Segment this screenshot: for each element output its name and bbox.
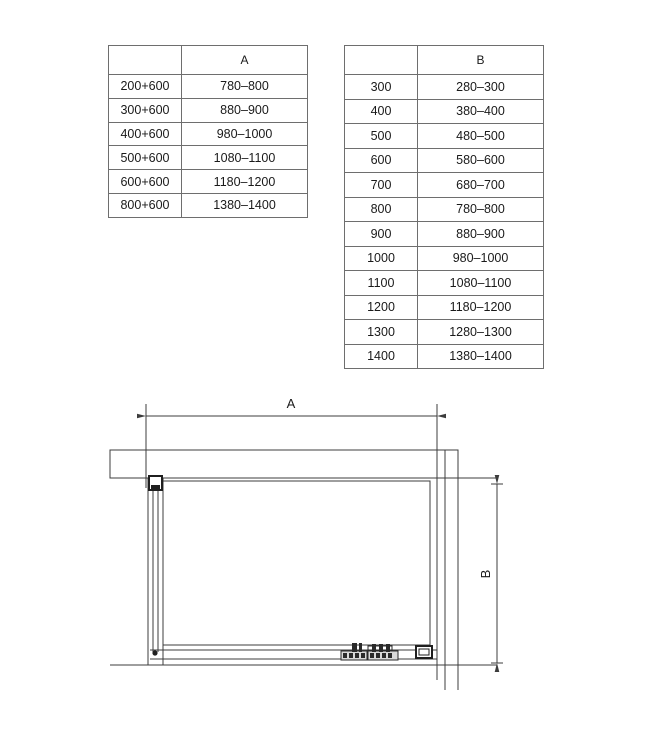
roller-hardware	[341, 643, 398, 660]
table-row	[345, 344, 544, 369]
shower-enclosure-plan-drawing	[0, 380, 650, 710]
table-b-header-row	[345, 46, 544, 75]
table-a-cell-key: 500+600	[109, 146, 182, 170]
dimension-a-label: A	[286, 396, 296, 411]
table-row	[345, 75, 544, 100]
table-row	[109, 170, 308, 194]
table-b-cell-key: 500	[345, 124, 418, 149]
table-b-header-value: B	[418, 46, 544, 75]
bottom-pivot	[152, 650, 157, 655]
table-b-cell-value: 980–1000	[418, 246, 544, 271]
dimension-b-label: B	[478, 569, 493, 579]
table-a-cell-key: 600+600	[109, 170, 182, 194]
table-row	[345, 295, 544, 320]
table-row	[109, 122, 308, 146]
table-b-cell-value: 280–300	[418, 75, 544, 100]
table-a-cell-key: 300+600	[109, 98, 182, 122]
table-b-cell-key: 1300	[345, 320, 418, 345]
size-table-a	[108, 45, 308, 218]
table-row	[345, 197, 544, 222]
table-row	[345, 271, 544, 296]
table-row	[345, 222, 544, 247]
table-row	[109, 98, 308, 122]
table-a-cell-key: 400+600	[109, 122, 182, 146]
table-row	[345, 173, 544, 198]
table-b-cell-value: 780–800	[418, 197, 544, 222]
table-row	[345, 320, 544, 345]
table-b-cell-key: 1000	[345, 246, 418, 271]
table-row	[345, 124, 544, 149]
table-b-cell-value: 1080–1100	[418, 271, 544, 296]
table-b-cell-value: 1280–1300	[418, 320, 544, 345]
table-row	[109, 193, 308, 217]
table-b-cell-value: 380–400	[418, 99, 544, 124]
table-row	[345, 148, 544, 173]
table-b-cell-key: 700	[345, 173, 418, 198]
table-a-cell-key: 800+600	[109, 193, 182, 217]
table-a-header-value: A	[182, 46, 308, 75]
table-a-cell-value: 880–900	[182, 98, 308, 122]
table-a-cell-value: 1080–1100	[182, 146, 308, 170]
table-a-header-row	[109, 46, 308, 75]
table-b-cell-key: 1400	[345, 344, 418, 369]
top-hinge-block	[149, 476, 162, 490]
table-a-header-key	[109, 46, 182, 75]
wall-band	[110, 450, 458, 478]
table-row	[345, 246, 544, 271]
table-b-cell-key: 1100	[345, 271, 418, 296]
table-b-cell-value: 1180–1200	[418, 295, 544, 320]
table-b-cell-value: 880–900	[418, 222, 544, 247]
table-a-cell-value: 1180–1200	[182, 170, 308, 194]
table-b-cell-key: 600	[345, 148, 418, 173]
table-b-cell-value: 680–700	[418, 173, 544, 198]
table-a-cell-value: 1380–1400	[182, 193, 308, 217]
size-table-b	[344, 45, 544, 369]
table-b-cell-value: 480–500	[418, 124, 544, 149]
table-b-cell-value: 580–600	[418, 148, 544, 173]
glass-panel	[163, 481, 430, 645]
table-a-cell-key: 200+600	[109, 75, 182, 99]
table-b-cell-key: 1200	[345, 295, 418, 320]
table-b-cell-key: 300	[345, 75, 418, 100]
end-block	[416, 646, 432, 658]
table-a-cell-value: 980–1000	[182, 122, 308, 146]
table-b-cell-key: 400	[345, 99, 418, 124]
table-b-cell-key: 800	[345, 197, 418, 222]
table-b-header-key	[345, 46, 418, 75]
table-a-cell-value: 780–800	[182, 75, 308, 99]
table-row	[345, 99, 544, 124]
table-row	[109, 75, 308, 99]
table-b-cell-value: 1380–1400	[418, 344, 544, 369]
table-b-cell-key: 900	[345, 222, 418, 247]
table-row	[109, 146, 308, 170]
